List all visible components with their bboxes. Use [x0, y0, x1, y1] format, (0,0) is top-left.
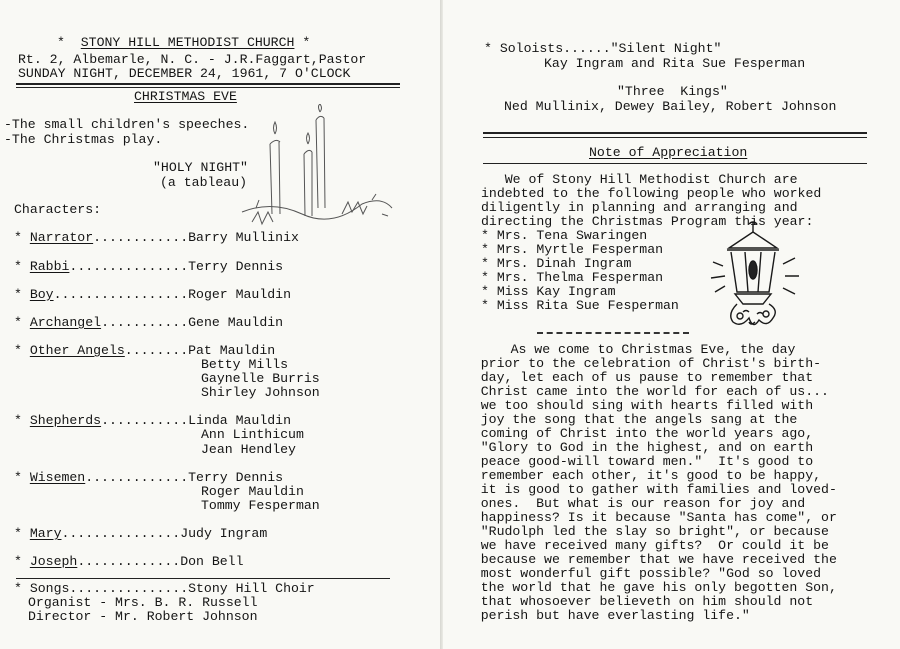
body-line: it is good to gather with families and loved-: [457, 482, 837, 497]
body-line: ones. But what is our reason for joy and: [457, 496, 806, 511]
cast-name: Gaynelle Burris: [201, 371, 320, 386]
role-name: Mary: [29, 526, 62, 541]
cast-name: Betty Mills: [201, 357, 289, 372]
cast-row-rabbi: * Rabbi...............Terry Dennis: [14, 259, 284, 274]
star-mark: *: [302, 35, 311, 50]
helper-item: * Miss Kay Ingram: [481, 284, 616, 299]
leader-dots: .............: [85, 470, 189, 485]
helper-item: * Miss Rita Sue Fesperman: [481, 298, 679, 313]
church-title-line: [57, 36, 310, 51]
songs-rule: [16, 578, 390, 579]
body-line: that whosoever believeth on him should not: [457, 594, 814, 609]
body-line: we too should sing with hearts filled with: [457, 398, 814, 413]
body-line: joy the song that the angels sang at the: [457, 412, 798, 427]
soloists-names: Kay Ingram and Rita Sue Fesperman: [544, 56, 806, 71]
program-item: -The small children's speeches.: [4, 117, 250, 132]
cast-name: Roger Mauldin: [201, 484, 304, 499]
body-line: most wonderful gift possible? "God so loved: [457, 566, 822, 581]
cast-row-shepherds: * Shepherds...........Linda Mauldin: [14, 413, 292, 428]
role-name: Boy: [29, 287, 54, 302]
note-title: Note of Appreciation: [589, 145, 748, 160]
cast-row-other-angels: * Other Angels........Pat Mauldin: [14, 343, 276, 358]
organist-line: Organist - Mrs. B. R. Russell: [28, 595, 258, 610]
body-line: coming of Christ into the world years ago,: [457, 426, 814, 441]
cast-name: Shirley Johnson: [201, 385, 320, 400]
helper-item: * Mrs. Myrtle Fesperman: [481, 242, 664, 257]
body-line: peace good-will toward men." It's good to: [457, 454, 814, 469]
star-mark: *: [57, 35, 65, 50]
soloists-line: * Soloists......"Silent Night": [484, 41, 722, 56]
candles-illustration-icon: [232, 104, 402, 234]
title-rule: [483, 163, 867, 164]
cast-row-archangel: * Archangel...........Gene Mauldin: [14, 315, 284, 330]
body-line: As we come to Christmas Eve, the day: [471, 342, 796, 357]
leader-dots: ...........: [101, 315, 189, 330]
cast-name: Don Bell: [180, 554, 244, 569]
intro-line: We of Stony Hill Methodist Church are: [481, 172, 798, 187]
body-line: "Glory to God in the highest, and on earth: [457, 440, 814, 455]
leader-dots: .................: [53, 287, 189, 302]
tableau-title: "HOLY NIGHT": [153, 160, 248, 175]
cast-row-narrator: * Narrator............Barry Mullinix: [14, 230, 299, 245]
helper-item: * Mrs. Tena Swaringen: [481, 228, 648, 243]
role-name: Narrator: [29, 230, 94, 245]
director-line: Director - Mr. Robert Johnson: [28, 609, 258, 624]
leader-dots: ...............: [61, 526, 181, 541]
cast-name: Jean Hendley: [201, 442, 296, 457]
songs-line: * Songs...............Stony Hill Choir: [14, 581, 315, 596]
dashed-separator: [537, 332, 689, 334]
cast-name: Gene Mauldin: [188, 315, 284, 330]
body-line: "Rudolph led the slay so bright", or because: [457, 524, 829, 539]
cast-name: Roger Mauldin: [188, 287, 292, 302]
three-kings-names: Ned Mullinix, Dewey Bailey, Robert Johnson: [504, 99, 837, 114]
cast-name: Ann Linthicum: [201, 427, 304, 442]
section-title: CHRISTMAS EVE: [134, 89, 237, 104]
helper-item: * Mrs. Dinah Ingram: [481, 256, 632, 271]
body-line: day, let each of us pause to remember that: [457, 370, 814, 385]
body-line: remember each other, it's good to be happy,: [457, 468, 822, 483]
lantern-illustration-icon: [693, 218, 813, 336]
intro-line: indebted to the following people who worked: [481, 186, 822, 201]
intro-line: directing the Christmas Program this year:: [481, 214, 814, 229]
role-name: Rabbi: [29, 259, 70, 274]
leader-dots: ............: [93, 230, 189, 245]
body-line: we have received many gifts? Or could it be: [457, 538, 829, 553]
tableau-subtitle: (a tableau): [160, 175, 248, 190]
cast-name: Judy Ingram: [180, 526, 268, 541]
body-line: because we remember that we have received the: [457, 552, 837, 567]
double-rule-bottom: [483, 137, 867, 138]
role-name: Shepherds: [29, 413, 102, 428]
cast-row-mary: * Mary...............Judy Ingram: [14, 526, 268, 541]
leader-dots: ...............: [69, 259, 189, 274]
cast-row-joseph: * Joseph.............Don Bell: [14, 554, 244, 569]
program-item: -The Christmas play.: [4, 132, 163, 147]
role-name: Other Angels: [29, 343, 125, 358]
cast-name: Terry Dennis: [188, 259, 284, 274]
double-rule-top: [16, 83, 400, 85]
church-title: STONY HILL METHODIST CHURCH: [80, 35, 295, 50]
left-page: [0, 0, 440, 649]
leader-dots: ........: [124, 343, 189, 358]
role-name: Joseph: [29, 554, 78, 569]
cast-row-wisemen: * Wisemen.............Terry Dennis: [14, 470, 284, 485]
cast-name: Terry Dennis: [188, 470, 284, 485]
three-kings-title: "Three Kings": [617, 84, 728, 99]
leader-dots: .............: [77, 554, 181, 569]
cast-name: Barry Mullinix: [188, 230, 299, 245]
cast-name: Linda Mauldin: [188, 413, 292, 428]
role-name: Wisemen: [29, 470, 86, 485]
body-line: happiness? Is it because "Santa has come", or: [457, 510, 837, 525]
cast-name: Tommy Fesperman: [201, 498, 320, 513]
double-rule-bottom: [16, 87, 400, 88]
address-line: Rt. 2, Albemarle, N. C. - J.R.Faggart,Pastor: [18, 52, 367, 67]
body-line: Christ came into the world for each of us...: [457, 384, 829, 399]
helper-item: * Mrs. Thelma Fesperman: [481, 270, 664, 285]
cast-row-boy: * Boy.................Roger Mauldin: [14, 287, 292, 302]
cast-name: Pat Mauldin: [188, 343, 276, 358]
double-rule-top: [483, 132, 867, 134]
leader-dots: ...........: [101, 413, 189, 428]
intro-line: diligently in planning and arranging and: [481, 200, 798, 215]
right-page: [443, 0, 900, 649]
characters-heading: Characters:: [14, 202, 102, 217]
body-line: the world that he gave his only begotten Son,: [457, 580, 837, 595]
body-line: perish but have everlasting life.": [457, 608, 750, 623]
role-name: Archangel: [29, 315, 102, 330]
date-line: SUNDAY NIGHT, DECEMBER 24, 1961, 7 O'CLOCK: [18, 66, 351, 81]
body-line: prior to the celebration of Christ's birth-: [457, 356, 822, 371]
